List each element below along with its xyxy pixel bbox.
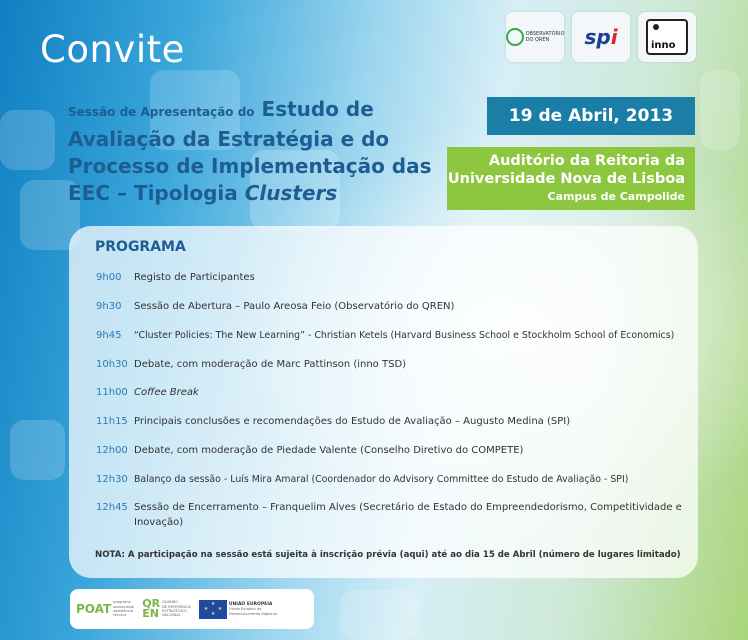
programa-time: 10h30 — [96, 359, 128, 370]
session-title — [68, 96, 438, 207]
inno-dot-icon — [653, 24, 659, 30]
programa-desc: Sessão de Abertura – Paulo Areosa Feio (Observatório do QREN) — [134, 301, 455, 312]
session-title-line: Avaliação da Estratégia e do — [68, 127, 390, 151]
programa-desc: Coffee Break — [134, 387, 199, 398]
programa-desc: Debate, com moderação de Marc Pattinson (inno TSD) — [134, 359, 407, 370]
spi-logo — [572, 12, 630, 62]
qren-logo — [142, 599, 191, 619]
programa-time: 11h15 — [96, 416, 128, 427]
programa-desc: Sessão de Encerramento – Franquelim Alves (Secretário de Estado do Empreendedorismo, Competitividade e Inovação) — [134, 502, 682, 528]
programa-desc: Debate, com moderação de Piedade Valente (Conselho Diretivo do COMPETE) — [134, 445, 524, 456]
session-title-line: Estudo de — [261, 97, 374, 121]
observatorio-text: DO QREN — [525, 37, 550, 43]
spi-text: sp — [584, 25, 611, 49]
eu-text: Desenvolvimento Regional — [228, 611, 277, 616]
programa-title: PROGRAMA — [95, 239, 186, 255]
event-date: 19 de Abril, 2013 — [487, 97, 695, 135]
qren-mark: EN — [142, 607, 159, 620]
eu-title: UNIÃO EUROPEIA — [228, 602, 273, 608]
programa-desc: “Cluster Policies: The New Learning” - Christian Ketels (Harvard Business School e Stockholm School of Economics) — [134, 330, 675, 341]
session-title-line: EEC – Tipologia — [68, 181, 238, 205]
venue-campus: Campus de Campolide — [547, 190, 685, 203]
programa-desc: Registo de Participantes — [134, 272, 255, 283]
programa-time: 9h45 — [96, 330, 122, 341]
registration-note: NOTA: A participação na sessão está sujeita à inscrição prévia (aqui) até ao dia 15 de Abril (número de lugares limitado) — [95, 550, 681, 560]
programa-time: 12h45 — [96, 502, 128, 513]
invitation-title: Convite — [40, 28, 185, 71]
poat-text: programa — [113, 600, 131, 605]
qren-text: DE REFERÊNCIA — [162, 604, 191, 609]
session-title-line: Processo de Implementação das — [68, 154, 432, 178]
qren-text: NACIONAL — [162, 613, 181, 618]
programa-desc: Principais conclusões e recomendações do Estudo de Avaliação – Augusto Medina (SPI) — [134, 416, 571, 427]
observatorio-qren-logo — [506, 12, 564, 62]
qren-mark: QR — [142, 597, 161, 610]
programa-item — [96, 357, 686, 372]
programa-item — [96, 299, 686, 314]
decorative-square — [10, 420, 65, 480]
programa-item — [96, 328, 686, 343]
programa-item — [96, 385, 686, 400]
qren-text: ESTRATÉGICO — [162, 609, 188, 613]
inno-text: inno — [651, 40, 676, 51]
venue-line: Universidade Nova de Lisboa — [447, 171, 685, 187]
session-prefix: Sessão de Apresentação do — [68, 105, 255, 119]
programa-item — [96, 472, 686, 487]
venue-line: Auditório da Reitoria da — [488, 153, 685, 169]
decorative-square — [700, 70, 740, 150]
decorative-square — [0, 110, 55, 170]
programa-item — [96, 414, 686, 429]
event-venue — [447, 147, 695, 210]
decorative-square — [340, 590, 420, 640]
programa-time: 9h30 — [96, 301, 122, 312]
eu-text: Fundo Europeu de — [228, 607, 262, 612]
eu-flag-icon: ★ ★ ★ ★ — [199, 600, 227, 619]
session-title-italic: Clusters — [244, 181, 338, 205]
programa-item — [96, 500, 686, 530]
programa-time: 11h00 — [96, 387, 128, 398]
spi-text-accent: i — [610, 25, 618, 49]
poat-text: operacional — [113, 604, 135, 609]
inno-logo — [638, 12, 696, 62]
programa-item — [96, 270, 686, 285]
observatorio-ring-icon — [506, 28, 524, 46]
eu-logo — [199, 600, 277, 619]
poat-logo — [76, 600, 134, 617]
qren-text: QUADRO — [162, 600, 179, 605]
programa-item — [96, 443, 686, 458]
programa-time: 12h30 — [96, 474, 128, 485]
programa-desc: Balanço da sessão - Luís Mira Amaral (Coordenador do Advisory Committee do Estudo de Avaliação - SPI) — [134, 474, 629, 485]
programa-time: 12h00 — [96, 445, 128, 456]
poat-mark: POAT — [76, 602, 112, 616]
poat-text: técnica — [113, 613, 127, 618]
programa-time: 9h00 — [96, 272, 122, 283]
observatorio-text: OBSERVATÓRIO — [525, 31, 565, 37]
programa-panel — [69, 226, 698, 578]
footer-logos — [70, 589, 314, 629]
poat-text: assistência — [113, 609, 134, 613]
